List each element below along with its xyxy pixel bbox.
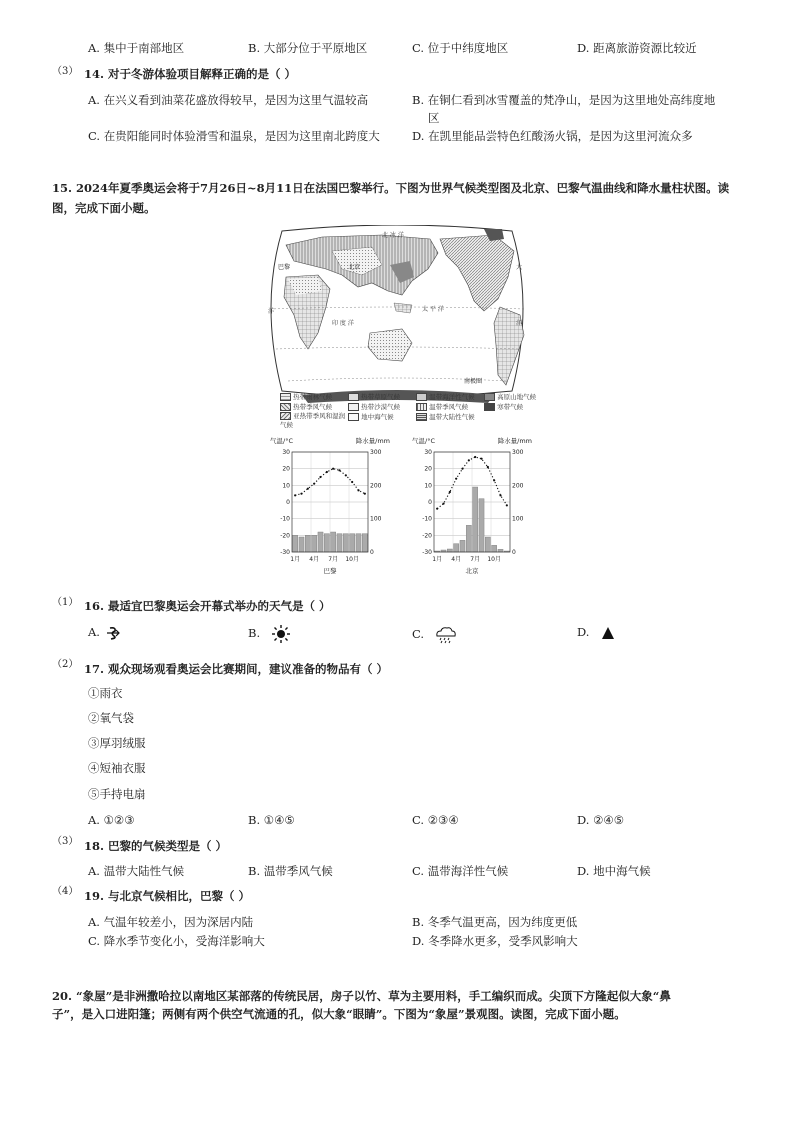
temperature-point xyxy=(326,471,328,473)
chart-tick-left: 0 xyxy=(428,499,432,506)
precipitation-bar xyxy=(350,534,355,552)
precipitation-bar xyxy=(492,545,497,552)
chart-tick-x: 10月 xyxy=(487,556,501,563)
precipitation-bar xyxy=(498,549,503,552)
q16-number: （1） xyxy=(52,597,79,608)
legend-swatch xyxy=(280,403,291,411)
q19-option-b[interactable]: B. 冬季气温更高，因为纬度更低 xyxy=(412,915,578,929)
map-label-beijing: 北京 xyxy=(348,264,361,271)
chart-tick-left: -20 xyxy=(422,532,432,540)
map-label-ocean: 洋 xyxy=(516,320,523,327)
q19-option-c[interactable]: C. 降水季节变化小，受海洋影响大 xyxy=(88,934,265,948)
temperature-point xyxy=(461,468,463,470)
map-label-indian: 印 度 洋 xyxy=(332,320,354,327)
q20-intro-line1: 20. “象屋”是非洲撒哈拉以南地区某部落的传统民居，房子以竹、草为主要用料，手工编织而成。尖顶下方隆起似大象“鼻 xyxy=(52,989,671,1003)
q18-option-d[interactable]: D. 地中海气候 xyxy=(577,864,651,878)
temperature-point xyxy=(300,493,302,495)
q19-option-a[interactable]: A. 气温年较差小，因为深居内陆 xyxy=(88,915,254,929)
temperature-point xyxy=(468,459,470,461)
chart-tick-left: 0 xyxy=(286,499,290,506)
chart-tick-left: -10 xyxy=(422,515,432,523)
temperature-point xyxy=(364,493,366,495)
q14-option-b[interactable]: B. 在铜仁看到冰雪覆盖的梵净山，是因为这里地处高纬度地 xyxy=(412,93,716,107)
precipitation-bar xyxy=(466,525,471,552)
temperature-point xyxy=(493,479,495,481)
chart-tick-x: 4月 xyxy=(309,556,320,563)
chart-tick-left: 10 xyxy=(424,482,432,490)
q16-option-b[interactable] xyxy=(248,625,290,643)
legend-item: 温带海洋性气候 xyxy=(429,393,475,401)
legend-swatch xyxy=(280,393,291,401)
precipitation-bar xyxy=(331,532,336,552)
q13-option-d[interactable]: D. 距离旅游资源比较近 xyxy=(577,41,697,55)
chart-tick-right: 100 xyxy=(370,515,382,523)
temperature-point xyxy=(499,494,501,496)
q17-item-4: ④短袖衣服 xyxy=(88,761,146,775)
q16-stem: 16. 最适宜巴黎奥运会开幕式举办的天气是（ ） xyxy=(84,599,331,613)
precipitation-bar xyxy=(312,535,317,552)
q16-option-a[interactable] xyxy=(88,625,122,641)
legend-swatch xyxy=(484,403,495,411)
chart-tick-right: 300 xyxy=(370,449,382,456)
chart-tick-x: 7月 xyxy=(470,556,481,563)
q17-item-1: ①雨衣 xyxy=(88,686,123,700)
q13-option-b[interactable]: B. 大部分位于平原地区 xyxy=(248,41,368,55)
chart-tick-left: 30 xyxy=(424,449,432,456)
q16-option-c-label: C. xyxy=(412,627,425,641)
map-label-atlantic-right: 大 xyxy=(516,264,523,271)
legend-item: 热带季风气候 xyxy=(293,403,333,411)
precipitation-bar xyxy=(485,537,490,552)
chart-ylabel-left: 气温/°C xyxy=(412,437,435,445)
legend-swatch xyxy=(348,403,359,411)
q14-option-c[interactable]: C. 在贵阳能同时体验滑雪和温泉，是因为这里南北跨度大 xyxy=(88,129,380,143)
chart-tick-x: 10月 xyxy=(345,556,359,563)
temperature-point xyxy=(338,469,340,471)
chart-title: 北京 xyxy=(465,567,479,575)
triangle-icon xyxy=(601,626,615,640)
south-america xyxy=(494,307,524,385)
legend-item: 寒带气候 xyxy=(497,403,524,411)
q15-intro-line2: 图，完成下面小题。 xyxy=(52,201,156,215)
temperature-point xyxy=(487,466,489,468)
chart-tick-left: -30 xyxy=(280,549,290,556)
q16-option-a-label: A. xyxy=(88,625,100,639)
map-label-paris: 巴黎 xyxy=(278,264,291,271)
q14-stem: 14. 对于冬游体验项目解释正确的是（ ） xyxy=(84,67,297,81)
chart-tick-left: -20 xyxy=(280,532,290,540)
paris-climate-chart xyxy=(270,434,390,579)
sandstorm-icon xyxy=(106,625,122,641)
precipitation-bar xyxy=(356,534,361,552)
chart-tick-x: 4月 xyxy=(451,556,462,563)
chart-title: 巴黎 xyxy=(323,567,337,575)
q17-stem: 17. 观众现场观看奥运会比赛期间，建议准备的物品有（ ） xyxy=(84,662,389,676)
q14-option-b-cont: 区 xyxy=(428,111,440,125)
q17-option-d[interactable]: D. ②④⑤ xyxy=(577,813,625,827)
q18-option-c[interactable]: C. 温带海洋性气候 xyxy=(412,864,509,878)
precipitation-bar xyxy=(324,534,329,552)
legend-item: 热带雨林气候 xyxy=(293,393,333,401)
legend-swatch xyxy=(416,413,427,421)
map-label-arctic: 北 冰 洋 xyxy=(382,232,404,239)
q17-option-c[interactable]: C. ②③④ xyxy=(412,813,459,827)
sunny-icon xyxy=(272,625,290,643)
chart-tick-right: 100 xyxy=(512,515,524,523)
map-label-atlantic-left: 洋 xyxy=(268,308,275,315)
legend-item: 热带草原气候 xyxy=(361,393,401,401)
chart-tick-left: 30 xyxy=(282,449,290,456)
legend-item: 温带大陆性气候 xyxy=(429,413,475,421)
precipitation-bar xyxy=(479,499,484,552)
temperature-point xyxy=(351,481,353,483)
q16-option-c[interactable] xyxy=(412,625,458,645)
legend-item: 亚热带季风和湿润气候 xyxy=(280,412,346,429)
chart-tick-left: -30 xyxy=(422,549,432,556)
legend-swatch xyxy=(416,393,427,401)
chart-tick-left: 20 xyxy=(282,465,290,473)
precipitation-bar xyxy=(460,540,465,552)
legend-item: 温带季风气候 xyxy=(429,403,469,411)
q17-option-a[interactable]: A. ①②③ xyxy=(88,813,135,827)
chart-ylabel-left: 气温/°C xyxy=(270,437,293,445)
q19-stem: 19. 与北京气候相比，巴黎（ ） xyxy=(84,889,251,903)
chart-tick-x: 1月 xyxy=(290,556,301,563)
chart-tick-right: 200 xyxy=(370,482,382,490)
temperature-point xyxy=(345,474,347,476)
chart-tick-x: 7月 xyxy=(328,556,339,563)
precipitation-bar xyxy=(362,534,367,552)
q17-item-2: ②氧气袋 xyxy=(88,711,134,725)
chart-tick-right: 300 xyxy=(512,449,524,456)
temperature-point xyxy=(294,494,296,496)
q17-number: （2） xyxy=(52,659,79,670)
map-label-antarctic-circle: 南极圈 xyxy=(464,378,483,385)
temperature-point xyxy=(436,508,438,510)
q17-item-3: ③厚羽绒服 xyxy=(88,736,146,750)
q18-stem: 18. 巴黎的气候类型是（ ） xyxy=(84,839,228,853)
legend-swatch xyxy=(416,403,427,411)
temperature-point xyxy=(506,504,508,506)
q13-option-c[interactable]: C. 位于中纬度地区 xyxy=(412,41,509,55)
q18-option-b[interactable]: B. 温带季风气候 xyxy=(248,864,333,878)
q19-number: （4） xyxy=(52,886,79,897)
chart-ylabel-right: 降水量/mm xyxy=(355,437,390,445)
precipitation-bar xyxy=(305,535,310,552)
q16-option-d-label: D. xyxy=(577,625,590,639)
q16-option-b-label: B. xyxy=(248,626,261,640)
q14-option-a[interactable]: A. 在兴义看到油菜花盛放得较早，是因为这里气温较高 xyxy=(88,93,369,107)
precipitation-bar xyxy=(343,534,348,552)
temperature-point xyxy=(307,488,309,490)
legend-swatch xyxy=(348,413,359,421)
chart-ylabel-right: 降水量/mm xyxy=(497,437,532,445)
q18-option-a[interactable]: A. 温带大陆性气候 xyxy=(88,864,185,878)
q15-intro-line1: 15. 2024年夏季奥运会将于7月26日~8月11日在法国巴黎举行。下图为世界气候类型图及北京、巴黎气温曲线和降水量柱状图。读 xyxy=(52,181,730,195)
precipitation-bar xyxy=(318,532,323,552)
chart-tick-left: -10 xyxy=(280,515,290,523)
legend-item: 热带沙漠气候 xyxy=(361,403,401,411)
temperature-point xyxy=(449,491,451,493)
q17-item-5: ⑤手持电扇 xyxy=(88,787,146,801)
chart-tick-right: 200 xyxy=(512,482,524,490)
legend-item: 高原山地气候 xyxy=(497,393,537,401)
beijing-climate-chart xyxy=(412,434,532,579)
temperature-point xyxy=(313,483,315,485)
q16-option-d[interactable] xyxy=(577,625,615,640)
q13-option-a[interactable]: A. 集中于南部地区 xyxy=(88,41,185,55)
precipitation-bar xyxy=(473,487,478,552)
temperature-point xyxy=(442,503,444,505)
temperature-point xyxy=(357,489,359,491)
temperature-point xyxy=(480,458,482,460)
chart-tick-x: 1月 xyxy=(432,556,443,563)
chart-tick-left: 10 xyxy=(282,482,290,490)
q17-option-b[interactable]: B. ①④⑤ xyxy=(248,813,295,827)
legend-item: 地中海气候 xyxy=(361,413,394,421)
q14-number: （3） xyxy=(52,66,79,77)
legend-swatch xyxy=(484,393,495,401)
legend-swatch xyxy=(348,393,359,401)
q20-intro-line2: 子”，是入口进阳篷；两侧有两个供空气流通的孔，似大象“眼睛”。下图为“象屋”景观图。读图，完成下面小题。 xyxy=(52,1007,626,1021)
precipitation-bar xyxy=(299,537,304,552)
chart-tick-right: 0 xyxy=(512,549,516,556)
precipitation-bar xyxy=(293,535,298,552)
q18-number: （3） xyxy=(52,836,79,847)
q19-option-d[interactable]: D. 冬季降水更多，受季风影响大 xyxy=(412,934,578,948)
q14-option-d[interactable]: D. 在凯里能品尝特色红酸汤火锅，是因为这里河流众多 xyxy=(412,129,693,143)
temperature-point xyxy=(332,468,334,470)
chart-tick-right: 0 xyxy=(370,549,374,556)
precipitation-bar xyxy=(447,549,452,552)
temperature-point xyxy=(474,456,476,458)
legend-swatch xyxy=(280,412,291,420)
precipitation-bar xyxy=(454,544,459,552)
rain-icon xyxy=(434,625,458,645)
temperature-point xyxy=(319,476,321,478)
chart-tick-left: 20 xyxy=(424,465,432,473)
precipitation-bar xyxy=(337,534,342,552)
map-label-pacific: 太 平 洋 xyxy=(422,306,444,313)
temperature-point xyxy=(455,478,457,480)
